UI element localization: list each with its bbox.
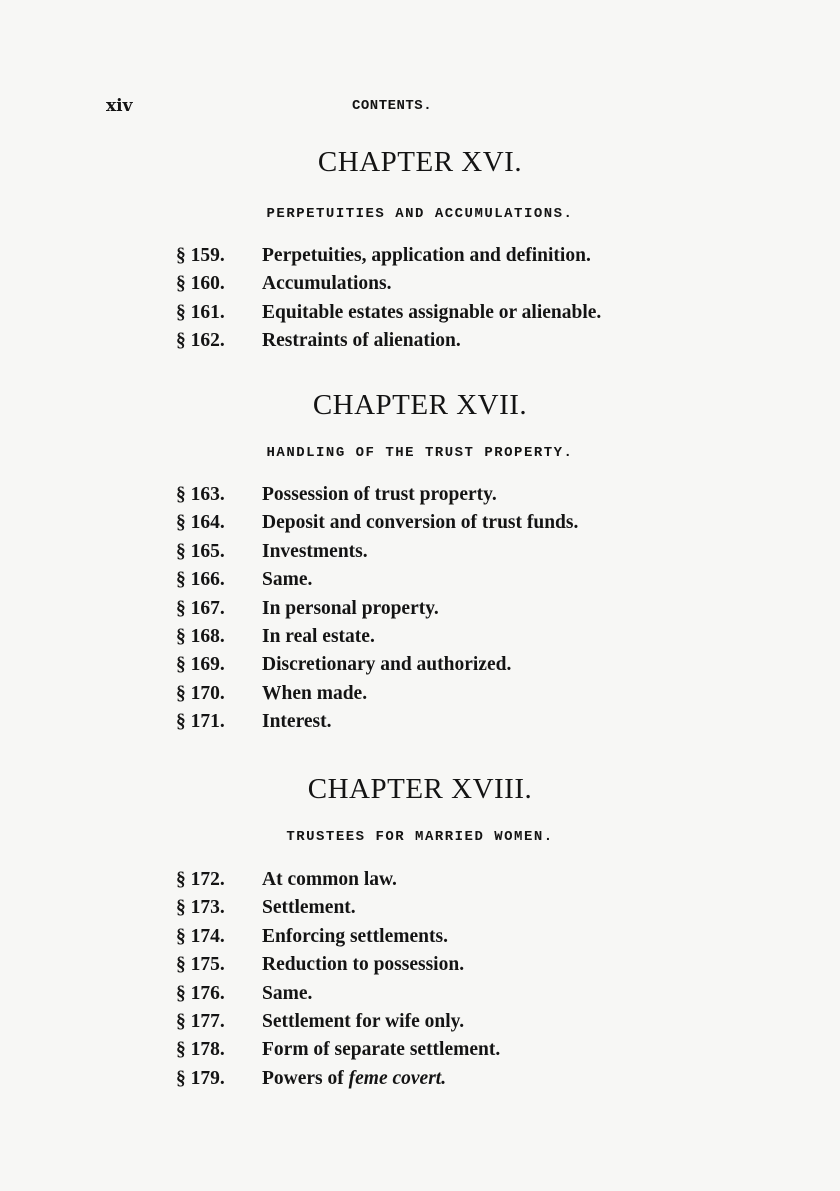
- section-number: § 164.: [176, 512, 225, 534]
- section-title: Investments.: [262, 540, 368, 562]
- section-entry: [176, 1036, 500, 1064]
- section-number: § 171.: [176, 711, 225, 733]
- section-number: § 177.: [176, 1010, 225, 1032]
- section-title: Interest.: [262, 711, 332, 733]
- section-number: § 179.: [176, 1067, 225, 1089]
- chapter-heading: CHAPTER XVIII.: [307, 773, 533, 805]
- section-number: § 165.: [176, 540, 225, 562]
- section-title-roman: Powers of: [262, 1067, 344, 1089]
- section-number: § 159.: [176, 245, 225, 266]
- section-list: [176, 866, 500, 1093]
- chapter-heading: CHAPTER XVI.: [317, 146, 523, 178]
- section-entry: [176, 509, 578, 537]
- section-entry: [176, 951, 500, 979]
- section-title: Possession of trust property.: [262, 484, 497, 505]
- section-number: § 176.: [176, 982, 225, 1004]
- section-title: At common law.: [262, 869, 397, 890]
- section-entry: [176, 866, 500, 894]
- section-title-italic: feme covert.: [348, 1067, 447, 1089]
- section-list: [176, 242, 601, 356]
- section-list: [176, 481, 578, 737]
- section-title: Enforcing settlements.: [262, 925, 448, 947]
- section-entry: [176, 595, 578, 623]
- section-title: In personal property.: [262, 597, 439, 619]
- section-entry: [176, 327, 601, 355]
- section-entry: [176, 680, 578, 708]
- section-title: When made.: [262, 682, 368, 704]
- chapter-subtitle: TRUSTEES FOR MARRIED WOMEN.: [286, 829, 554, 845]
- section-title: Discretionary and authorized.: [262, 654, 512, 676]
- section-entry: [176, 894, 500, 922]
- section-title: Equitable estates assignable or alienable.: [262, 301, 602, 323]
- section-number: § 175.: [176, 954, 225, 976]
- section-number: § 174.: [176, 925, 225, 947]
- chapter-heading: CHAPTER XVII.: [312, 389, 528, 421]
- section-number: § 162.: [176, 330, 225, 352]
- section-title: Accumulations.: [262, 273, 392, 295]
- section-entry: [176, 1008, 500, 1036]
- section-title: Restraints of alienation.: [262, 330, 461, 352]
- chapter-subtitle: HANDLING OF THE TRUST PROPERTY.: [266, 445, 574, 461]
- running-head: [0, 96, 840, 120]
- section-number: § 163.: [176, 484, 225, 505]
- section-title: Same.: [262, 982, 313, 1004]
- section-entry: [176, 299, 601, 327]
- section-entry: [176, 481, 578, 509]
- section-title: Form of separate settlement.: [262, 1039, 501, 1061]
- section-entry: [176, 566, 578, 594]
- section-number: § 178.: [176, 1039, 225, 1061]
- section-number: § 167.: [176, 597, 225, 619]
- section-entry: [176, 651, 578, 679]
- section-number: § 169.: [176, 654, 225, 676]
- section-title: Same.: [262, 569, 313, 591]
- section-title: In real estate.: [262, 625, 375, 647]
- section-entry: [176, 708, 578, 736]
- section-entry: [176, 242, 601, 270]
- section-entry: [176, 923, 500, 951]
- section-number: § 168.: [176, 625, 225, 647]
- section-entry: [176, 538, 578, 566]
- section-number: § 173.: [176, 897, 225, 919]
- section-number: § 170.: [176, 682, 225, 704]
- section-title: Deposit and conversion of trust funds.: [262, 512, 579, 534]
- section-title: Reduction to possession.: [262, 954, 465, 976]
- section-number: § 161.: [176, 301, 225, 323]
- section-title: Settlement.: [262, 897, 356, 919]
- section-number: § 160.: [176, 273, 225, 295]
- section-title: Settlement for wife only.: [262, 1010, 465, 1032]
- section-entry: [176, 980, 500, 1008]
- section-entry: [176, 270, 601, 298]
- section-title: Perpetuities, application and definition.: [262, 245, 591, 266]
- section-number: § 166.: [176, 569, 225, 591]
- chapter-subtitle: PERPETUITIES AND ACCUMULATIONS.: [266, 206, 574, 222]
- section-title: [262, 1065, 446, 1093]
- section-entry: [176, 623, 578, 651]
- section-number: § 172.: [176, 869, 225, 890]
- page-number: xiv: [106, 96, 133, 116]
- running-title: CONTENTS.: [352, 98, 433, 114]
- section-entry: [176, 1065, 500, 1093]
